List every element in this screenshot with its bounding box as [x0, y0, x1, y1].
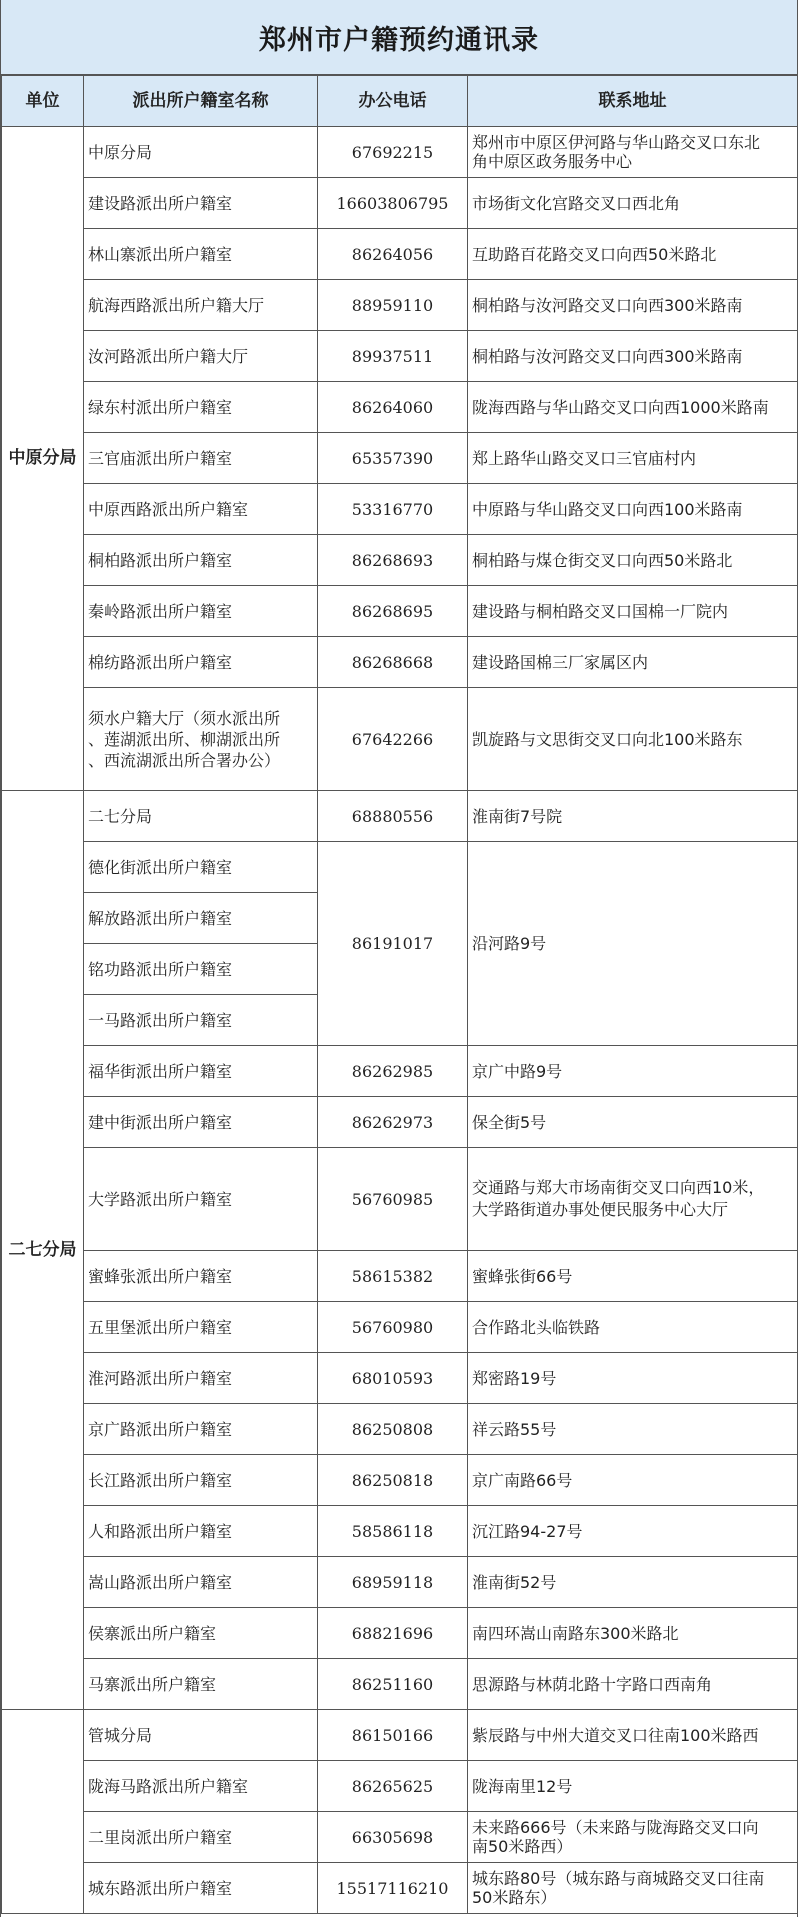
phone-number: 86264060: [318, 382, 468, 433]
station-name: 绿东村派出所户籍室: [84, 382, 318, 433]
address: 淮南街52号: [468, 1557, 798, 1608]
phone-number: 58615382: [318, 1251, 468, 1302]
station-name: 三官庙派出所户籍室: [84, 433, 318, 484]
station-name: 福华街派出所户籍室: [84, 1046, 318, 1097]
station-name: 汝河路派出所户籍大厅: [84, 331, 318, 382]
phone-number: 86262985: [318, 1046, 468, 1097]
phone-number: 86250818: [318, 1455, 468, 1506]
table-row: [2, 1557, 798, 1608]
station-name: 铭功路派出所户籍室: [84, 944, 318, 995]
header-unit: 单位: [2, 76, 84, 127]
phone-number: 68959118: [318, 1557, 468, 1608]
station-name: 城东路派出所户籍室: [84, 1863, 318, 1914]
phone-number: 68880556: [318, 791, 468, 842]
table-row: [2, 1404, 798, 1455]
phone-number: 86191017: [318, 842, 468, 1046]
address: 紫辰路与中州大道交叉口往南100米路西: [468, 1710, 798, 1761]
station-name: 人和路派出所户籍室: [84, 1506, 318, 1557]
table-row: [2, 1710, 798, 1761]
table-row: [2, 1046, 798, 1097]
address: 蜜蜂张街66号: [468, 1251, 798, 1302]
station-name: 马寨派出所户籍室: [84, 1659, 318, 1710]
phone-number: 58586118: [318, 1506, 468, 1557]
station-name: 一马路派出所户籍室: [84, 995, 318, 1046]
station-name: 建中街派出所户籍室: [84, 1097, 318, 1148]
address: 沿河路9号: [468, 842, 798, 1046]
address: 南四环嵩山南路东300米路北: [468, 1608, 798, 1659]
station-name: 桐柏路派出所户籍室: [84, 535, 318, 586]
address: 桐柏路与汝河路交叉口向西300米路南: [468, 280, 798, 331]
address: 互助路百花路交叉口向西50米路北: [468, 229, 798, 280]
phone-number: 86268668: [318, 637, 468, 688]
station-name: 嵩山路派出所户籍室: [84, 1557, 318, 1608]
phone-number: 86251160: [318, 1659, 468, 1710]
table-row: [2, 229, 798, 280]
table-row: [2, 1761, 798, 1812]
address: 建设路与桐柏路交叉口国棉一厂院内: [468, 586, 798, 637]
phone-number: 86250808: [318, 1404, 468, 1455]
phone-number: 86268695: [318, 586, 468, 637]
address: 陇海南里12号: [468, 1761, 798, 1812]
phone-number: 88959110: [318, 280, 468, 331]
unit-cell: [2, 1710, 84, 1914]
address: 桐柏路与汝河路交叉口向西300米路南: [468, 331, 798, 382]
table-row: [2, 842, 798, 893]
table-row: [2, 280, 798, 331]
table-row: [2, 178, 798, 229]
table-row: [2, 1863, 798, 1914]
address: 郑上路华山路交叉口三官庙村内: [468, 433, 798, 484]
table-row: [2, 1148, 798, 1251]
table-row: [2, 382, 798, 433]
station-name: 须水户籍大厅（须水派出所 、莲湖派出所、柳湖派出所 、西流湖派出所合署办公）: [84, 688, 318, 791]
station-name: 大学路派出所户籍室: [84, 1148, 318, 1251]
address: 建设路国棉三厂家属区内: [468, 637, 798, 688]
directory-table: [1, 75, 798, 1914]
phone-number: 16603806795: [318, 178, 468, 229]
station-name: 德化街派出所户籍室: [84, 842, 318, 893]
phone-number: 67692215: [318, 127, 468, 178]
table-row: [2, 535, 798, 586]
address: 桐柏路与煤仓街交叉口向西50米路北: [468, 535, 798, 586]
phone-number: 86150166: [318, 1710, 468, 1761]
phone-number: 89937511: [318, 331, 468, 382]
station-name: 管城分局: [84, 1710, 318, 1761]
table-row: [2, 637, 798, 688]
header-row: [2, 76, 798, 127]
phone-number: 66305698: [318, 1812, 468, 1863]
table-row: [2, 791, 798, 842]
phone-number: 86265625: [318, 1761, 468, 1812]
table-row: [2, 433, 798, 484]
table-row: [2, 127, 798, 178]
phone-number: 53316770: [318, 484, 468, 535]
address: 保全街5号: [468, 1097, 798, 1148]
station-name: 林山寨派出所户籍室: [84, 229, 318, 280]
table-row: [2, 1097, 798, 1148]
station-name: 建设路派出所户籍室: [84, 178, 318, 229]
phone-number: 68821696: [318, 1608, 468, 1659]
address: 陇海西路与华山路交叉口向西1000米路南: [468, 382, 798, 433]
phone-number: 56760985: [318, 1148, 468, 1251]
phone-number: 65357390: [318, 433, 468, 484]
address: 合作路北头临铁路: [468, 1302, 798, 1353]
address: 京广南路66号: [468, 1455, 798, 1506]
station-name: 棉纺路派出所户籍室: [84, 637, 318, 688]
phone-number: 67642266: [318, 688, 468, 791]
table-row: [2, 586, 798, 637]
table-row: [2, 1302, 798, 1353]
table-row: [2, 1659, 798, 1710]
station-name: 长江路派出所户籍室: [84, 1455, 318, 1506]
phone-number: 56760980: [318, 1302, 468, 1353]
page-title: 郑州市户籍预约通讯录: [259, 24, 539, 56]
station-name: 秦岭路派出所户籍室: [84, 586, 318, 637]
phone-number: 86262973: [318, 1097, 468, 1148]
address: 思源路与林荫北路十字路口西南角: [468, 1659, 798, 1710]
station-name: 解放路派出所户籍室: [84, 893, 318, 944]
address: 未来路666号（未来路与陇海路交叉口向 南50米路西）: [468, 1812, 798, 1863]
address: 凯旋路与文思街交叉口向北100米路东: [468, 688, 798, 791]
phone-number: 86264056: [318, 229, 468, 280]
station-name: 京广路派出所户籍室: [84, 1404, 318, 1455]
station-name: 淮河路派出所户籍室: [84, 1353, 318, 1404]
table-row: [2, 1608, 798, 1659]
address: 市场街文化宫路交叉口西北角: [468, 178, 798, 229]
address: 沉江路94-27号: [468, 1506, 798, 1557]
station-name: 中原分局: [84, 127, 318, 178]
station-name: 二里岗派出所户籍室: [84, 1812, 318, 1863]
table-row: [2, 331, 798, 382]
phone-number: 15517116210: [318, 1863, 468, 1914]
address: 京广中路9号: [468, 1046, 798, 1097]
station-name: 航海西路派出所户籍大厅: [84, 280, 318, 331]
unit-cell: 中原分局: [2, 127, 84, 791]
station-name: 侯寨派出所户籍室: [84, 1608, 318, 1659]
table-row: [2, 1251, 798, 1302]
address: 城东路80号（城东路与商城路交叉口往南 50米路东）: [468, 1863, 798, 1914]
header-station-name: 派出所户籍室名称: [84, 76, 318, 127]
address: 祥云路55号: [468, 1404, 798, 1455]
table-row: [2, 1506, 798, 1557]
table-row: [2, 688, 798, 791]
table-row: [2, 484, 798, 535]
table-row: [2, 1455, 798, 1506]
header-phone: 办公电话: [318, 76, 468, 127]
station-name: 蜜蜂张派出所户籍室: [84, 1251, 318, 1302]
table-row: [2, 1812, 798, 1863]
title-bar: [1, 0, 797, 75]
phone-number: 86268693: [318, 535, 468, 586]
table-row: [2, 1353, 798, 1404]
table-body: [2, 127, 798, 1914]
address: 中原路与华山路交叉口向西100米路南: [468, 484, 798, 535]
station-name: 二七分局: [84, 791, 318, 842]
address: 郑密路19号: [468, 1353, 798, 1404]
station-name: 陇海马路派出所户籍室: [84, 1761, 318, 1812]
phone-number: 68010593: [318, 1353, 468, 1404]
address: 交通路与郑大市场南街交叉口向西10米， 大学路街道办事处便民服务中心大厅: [468, 1148, 798, 1251]
header-address: 联系地址: [468, 76, 798, 127]
address: 郑州市中原区伊河路与华山路交叉口东北 角中原区政务服务中心: [468, 127, 798, 178]
unit-cell: 二七分局: [2, 791, 84, 1710]
station-name: 中原西路派出所户籍室: [84, 484, 318, 535]
address: 淮南街7号院: [468, 791, 798, 842]
station-name: 五里堡派出所户籍室: [84, 1302, 318, 1353]
